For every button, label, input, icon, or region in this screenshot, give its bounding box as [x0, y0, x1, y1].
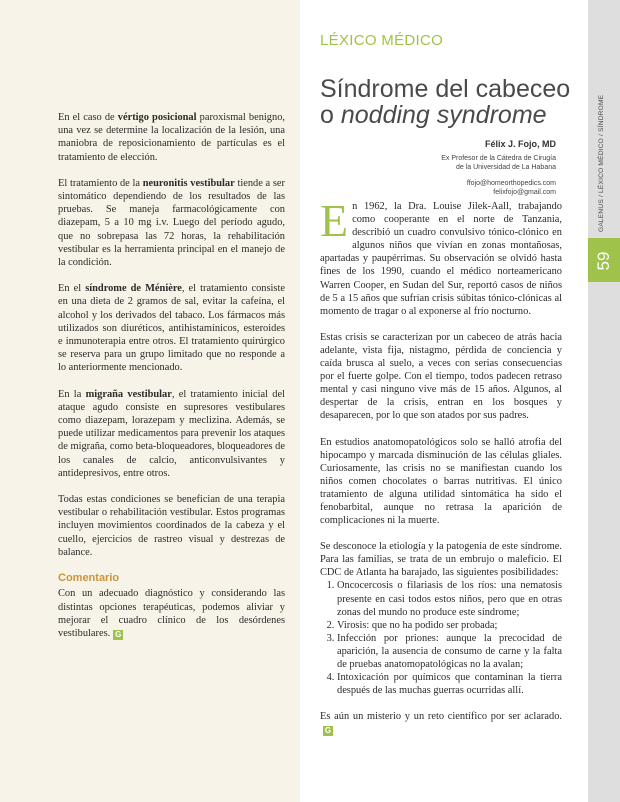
- title-line-2-italic: nodding syndrome: [340, 101, 547, 129]
- article-body: [320, 195, 562, 749]
- end-mark-icon: G: [115, 629, 122, 639]
- running-head: GALENUS / LÉXICO MÉDICO / SÍNDROME: [598, 94, 605, 232]
- comment-heading: Comentario: [58, 572, 120, 585]
- body-paragraph-closing: Es aún un misterio y un reto científico por ser aclarado.G: [320, 711, 562, 736]
- page-number: 59: [594, 251, 613, 271]
- body-paragraph-symptoms: Estas crisis se caracterizan por un cabeceo de atrás hacia adelante, vista fija, nistagmo, pérdida de conciencia y caída brusca al suelo, a veces con serias consecuencias por el fuerte golpe. Con el tiempo, todos padecen retraso mental y casi ninguno vive más de 15 años. Algunos, al despertar de la crisis, entran en los bosques y desaparecen, por lo que son atados por sus padres.: [320, 331, 562, 422]
- author-affiliation-2: de la Universidad de La Habana: [455, 164, 556, 171]
- list-item: 4. Intoxicación por químicos que contaminan la tierra después de las muchas guerras ocurridas allí.: [337, 671, 562, 697]
- title-line-2-prefix: o: [320, 101, 341, 129]
- end-mark-icon: G: [324, 726, 332, 736]
- author-block: [380, 139, 556, 197]
- comment-paragraph: Con un adecuado diagnóstico y considerando las distintas opciones terapéuticas, podemos aliviar y mejorar el cuadro clínico de los desórdenes vestibulares. G: [58, 588, 285, 639]
- list-item: 2. Virosis: que no ha podido ser probada;: [337, 619, 562, 632]
- author-email-2[interactable]: felixfojo@gmail.com: [493, 189, 556, 196]
- possibilities-list: [320, 579, 562, 697]
- author-name: Félix J. Fojo, MD: [484, 139, 556, 149]
- paragraph-meniere: En el síndrome de Ménière, el tratamiento consiste en una dieta de 2 gramos de sal, evitar la cafeína, el alcohol y los derivados del tabaco. Los fármacos más utilizados son diuréticos, antihistamínicos, esteroides e inmunoterapia entre otros. El tratamiento quirúrgico se reserva para un grupo limitado que no responde a lo anteriormente mencionado.: [58, 283, 285, 374]
- title-line-1: Síndrome del cabeceo: [320, 75, 571, 103]
- author-affiliation-1: Ex Profesor de la Cátedra de Cirugía: [441, 155, 556, 162]
- section-label: LÉXICO MÉDICO: [320, 32, 444, 49]
- list-item: 3. Infección por priones: aunque la precocidad de aparición, la ausencia de consumo de carne y la falta de pruebas anatomopatológicas no la avalan;: [337, 632, 562, 671]
- paragraph-vertigo: En el caso de vértigo posicional paroxismal benigno, una vez se determine la localización de la lesión, una maniobra de reposicionamiento de partículas es el tratamiento de elección.: [58, 112, 285, 163]
- drop-cap: E: [320, 195, 349, 246]
- list-item: 1. Oncocercosis o filariasis de los ríos: una nematosis presente en casi todos estos niños, pero que en otras zonas del mundo no produce este síndrome;: [337, 579, 562, 618]
- paragraph-neuronitis: El tratamiento de la neuronitis vestibular tiende a ser sintomático dependiendo de los resultados de las pruebas. Se maneja farmacológicamente con diazepam, 5 a 10 mg i.v. Luego del período agudo, que no sobrepasa las 72 horas, la rehabilitación vestibular es la herramienta principal en el manejo de la condición.: [58, 177, 285, 269]
- body-paragraph-intro: En 1962, la Dra. Louise Jilek-Aall, trabajando como cooperante en el norte de Tanzania, describió un cuadro convulsivo tónico-clónico en algunos niños que vivían en zonas montañosas, apartadas y paupérrimas. Su observación se olvidó hasta fines de los 1990, cuando el médico norteamericano Warren Cooper, en Sudan del Sur, reportó casos de niños de 5 a 15 años que sufrían crisis súbitas tónico-clónicas al momento de tragar o al exponerse al frío nocturno.: [320, 195, 562, 317]
- author-email-1[interactable]: ffojo@homeorthopedics.com: [466, 180, 556, 187]
- article-title: [320, 76, 580, 128]
- body-paragraph-etiology: Se desconoce la etiología y la patogenia de este síndrome. Para las familias, se trata de un embrujo o maleficio. El CDC de Atlanta ha barajado, las siguientes posibilidades:: [320, 541, 562, 579]
- paragraph-therapy: Todas estas condiciones se benefician de una terapia vestibular o rehabilitación vestibular. Estos programas incluyen movimientos coordinados de la cabeza y el cuello, ejercicios de rastreo visual y destrezas de balance.: [58, 494, 285, 558]
- body-paragraph-studies: En estudios anatomopatológicos solo se halló atrofia del hipocampo y marcada disminución de las células gliales. Curiosamente, las crisis no se manifiestan cuando los niños comen chocolates o barras nutritivas. El único tratamiento de alguna utilidad sintomática ha sido el fenobarbital, aunque no retrasa la aparición de complicaciones ni la muerte.: [320, 436, 562, 527]
- left-column-text: [58, 111, 285, 653]
- paragraph-migraine: En la migraña vestibular, el tratamiento inicial del ataque agudo consiste en supresores vestibulares como diazepam, lorazepam y meclizina. Además, se puede utilizar medicamentos para prevenir los ataques de migraña, como beta-bloqueadores, bloqueadores de los canales de calcio, anticonvulsivantes y antidepresivos, entre otros.: [58, 388, 285, 479]
